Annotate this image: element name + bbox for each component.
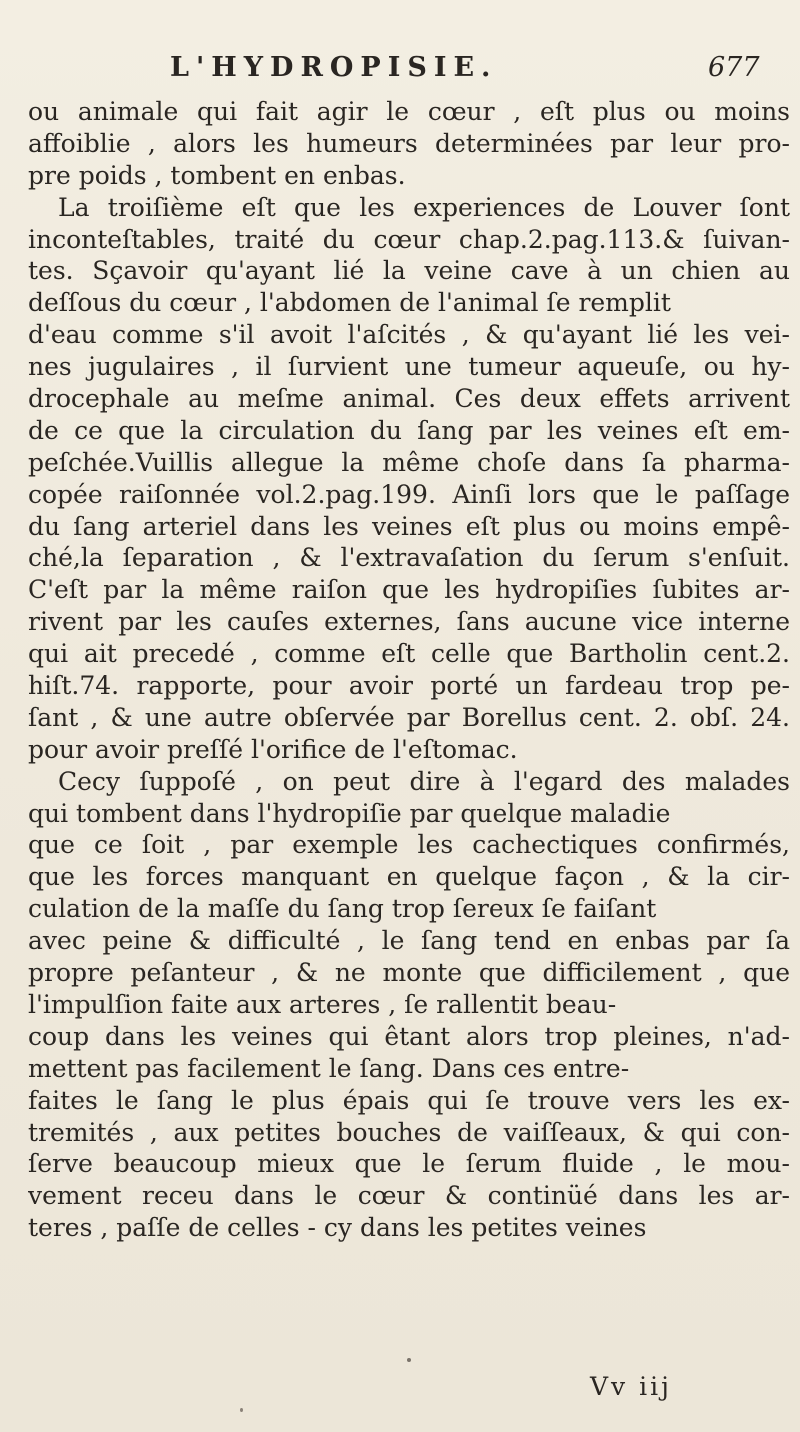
text-line: ſant , & une autre obſervée par Borellus cent. 2. obſ. 24. bbox=[28, 702, 790, 732]
text-line: teres , paſſe de celles - cy dans les petites veines bbox=[28, 1213, 647, 1243]
text-line: ſerve beaucoup mieux que le ſerum fluide , le mou- bbox=[28, 1149, 790, 1179]
text-line: l'impulſion faite aux arteres , ſe rallentit beau- bbox=[28, 989, 617, 1019]
text-line: de ce que la circulation du ſang par les veines eſt em- bbox=[28, 415, 790, 445]
text-line: tremités , aux petites bouches de vaiſſeaux, & qui con- bbox=[28, 1117, 790, 1147]
text-line: avec peine & difficulté , le ſang tend en enbas par ſa bbox=[28, 926, 790, 956]
text-line: deſſous du cœur , l'abdomen de l'animal ſe remplit bbox=[28, 288, 671, 318]
text-line: vement receu dans le cœur & continüé dans les ar- bbox=[28, 1181, 790, 1211]
text-line: nes jugulaires , il ſurvient une tumeur aqueuſe, ou hy- bbox=[28, 352, 790, 382]
signature-mark: Vv iij bbox=[590, 1372, 672, 1401]
text-line: que ce ſoit , par exemple les cacheсtiques confirmés, bbox=[28, 830, 790, 860]
text-line: du ſang arteriel dans les veines eſt plus ou moins empê- bbox=[28, 511, 790, 541]
text-line: culation de la maſſe du ſang trop ſereux ſe faiſant bbox=[28, 894, 657, 924]
ink-speck bbox=[240, 1408, 243, 1412]
text-line: affoiblie , alors les humeurs determinées par leur pro- bbox=[28, 128, 790, 158]
text-line: que les forces manquant en quelque façon , & la cir- bbox=[28, 862, 790, 892]
text-line: Cecy ſuppoſé , on peut dire à l'egard des malades bbox=[58, 766, 790, 796]
body-text bbox=[28, 96, 790, 1244]
text-line: coup dans les veines qui êtant alors trop pleines, n'ad- bbox=[28, 1021, 790, 1051]
text-line: copée raiſonnée vol.2.pag.199. Ainſi lors que le paſſage bbox=[28, 479, 790, 509]
page-number: 677 bbox=[708, 52, 760, 83]
text-line: faites le ſang le plus épais qui ſe trouve vers les ex- bbox=[28, 1085, 790, 1115]
running-head-title: L'HYDROPISIE. bbox=[170, 52, 498, 83]
text-line: hiſt.74. rapporte, pour avoir porté un fardeau trop pe- bbox=[28, 671, 790, 701]
text-line: propre peſanteur , & ne monte que difficilement , que bbox=[28, 958, 790, 988]
text-line: qui ait precedé , comme eſt celle que Bartholin cent.2. bbox=[28, 639, 790, 669]
text-line: pour avoir preſſé l'orifice de l'eſtomac. bbox=[28, 734, 518, 764]
text-line: pre poids , tombent en enbas. bbox=[28, 160, 406, 190]
text-line: inconteſtables, traité du cœur chap.2.pag.113.& ſuivan- bbox=[28, 224, 790, 254]
text-line: peſchée.Vuillis allegue la même choſe dans ſa pharma- bbox=[28, 447, 790, 477]
text-line: mettent pas facilement le ſang. Dans ces entre- bbox=[28, 1053, 630, 1083]
text-line: qui tombent dans l'hydropiſie par quelque maladie bbox=[28, 798, 671, 828]
text-line: tes. Sçavoir qu'ayant lié la veine cave à un chien au bbox=[28, 256, 790, 286]
text-line: d'eau comme s'il avoit l'aſcités , & qu'ayant lié les vei- bbox=[28, 320, 790, 350]
text-line: rivent par les cauſes externes, ſans aucune vice interne bbox=[28, 607, 790, 637]
text-line: C'eſt par la même raiſon que les hydropiſies ſubites ar- bbox=[28, 575, 790, 605]
running-head bbox=[0, 48, 800, 98]
text-line: La troiſième eſt que les experiences de Louver ſont bbox=[58, 192, 790, 222]
text-line: ché,la ſeparation , & l'extravaſation du ſerum s'enſuit. bbox=[28, 543, 790, 573]
text-line: drocephale au meſme animal. Ces deux effets arrivent bbox=[28, 384, 790, 414]
text-line: ou animale qui fait agir le cœur , eſt plus ou moins bbox=[28, 97, 790, 126]
ink-speck bbox=[407, 1358, 411, 1362]
